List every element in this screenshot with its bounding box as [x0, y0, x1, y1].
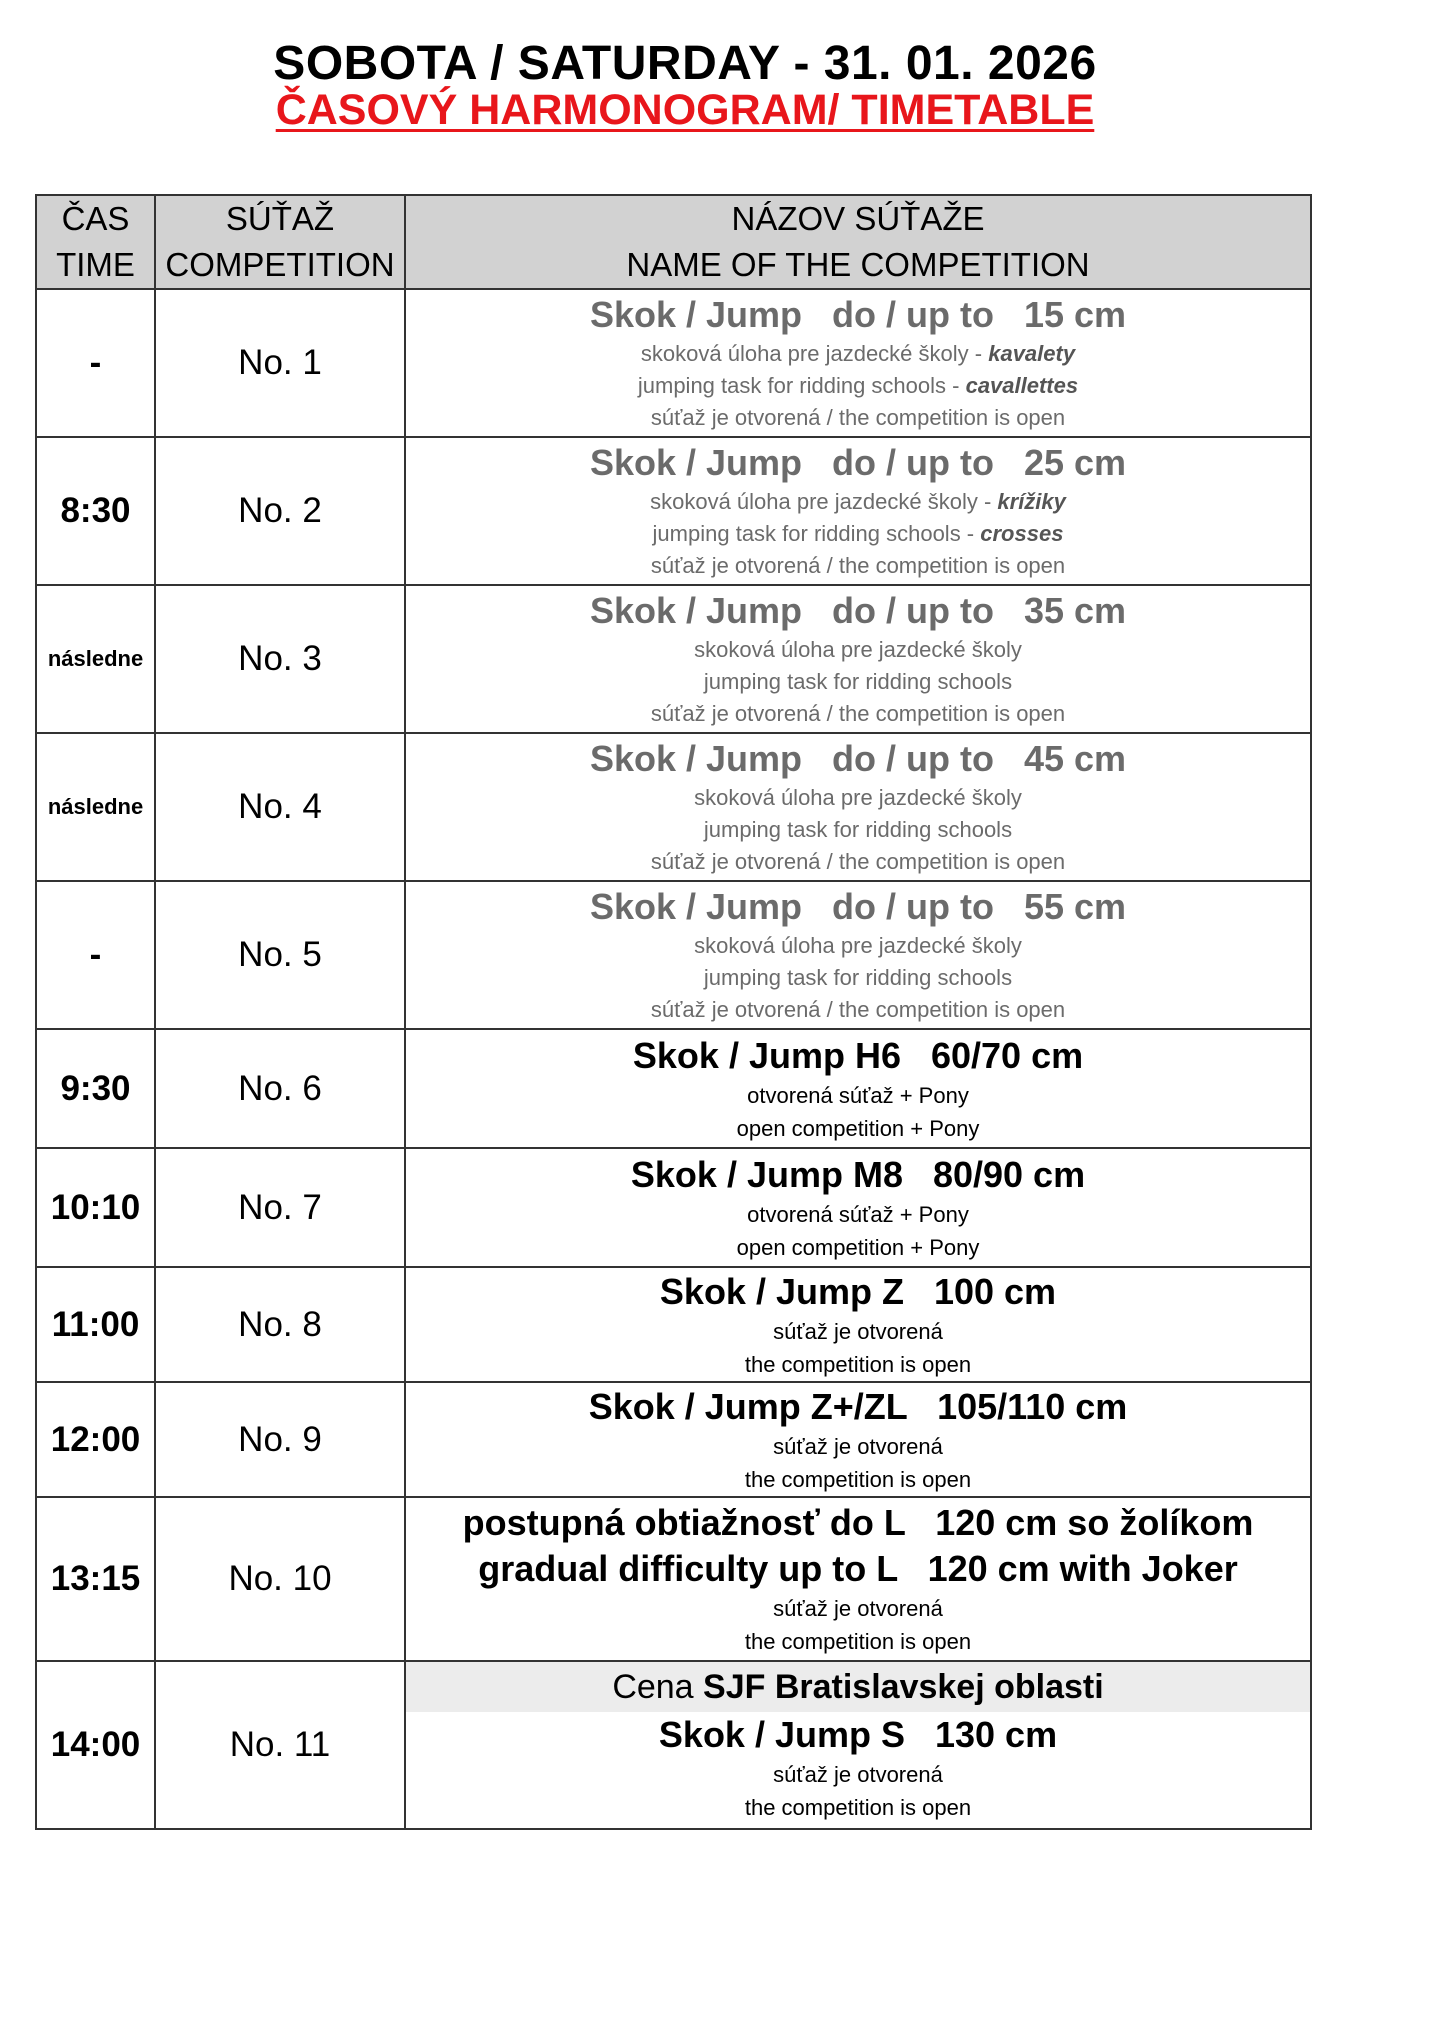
competition-title: Skok / Jump do / up to 35 cm — [589, 590, 1127, 631]
competition-line-3: súťaž je otvorená / the competition is open — [650, 701, 1066, 726]
col-name-en: NAME OF THE COMPETITION — [626, 246, 1090, 283]
competition-line-2: the competition is open — [744, 1466, 972, 1492]
competition-line-1: súťaž je otvorená — [773, 1318, 943, 1344]
row-competition — [405, 585, 1311, 733]
table-header-row — [36, 195, 1311, 289]
competition-line-1: skoková úloha pre jazdecké školy — [694, 785, 1022, 810]
row-time: 10:10 — [36, 1148, 155, 1267]
row-number: No. 2 — [155, 437, 405, 585]
col-name-header — [405, 195, 1311, 289]
competition-title: Skok / Jump do / up to 15 cm — [589, 294, 1127, 335]
row-number: No. 11 — [155, 1661, 405, 1829]
competition-title: Skok / Jump H6 60/70 cm — [632, 1034, 1084, 1076]
table-row — [36, 1382, 1311, 1497]
row-time: 11:00 — [36, 1267, 155, 1382]
competition-line-1: skoková úloha pre jazdecké školy — [694, 637, 1022, 662]
row-number: No. 5 — [155, 881, 405, 1029]
page-title: SOBOTA / SATURDAY - 31. 01. 2026 — [273, 37, 1097, 90]
row-competition — [405, 437, 1311, 585]
row-competition — [405, 1382, 1311, 1497]
competition-line-1: súťaž je otvorená — [773, 1596, 943, 1621]
col-name-sk: NÁZOV SÚŤAŽE — [731, 200, 985, 237]
col-competition-header — [155, 195, 405, 289]
competition-line-2: jumping task for ridding schools — [703, 817, 1013, 842]
col-time-en: TIME — [56, 246, 135, 283]
competition-line-1: skoková úloha pre jazdecké školy - krížiky — [650, 489, 1066, 514]
timetable — [35, 194, 1312, 1830]
prize-name: Cena SJF Bratislavskej oblasti — [406, 1662, 1310, 1712]
competition-line-2: open competition + Pony — [736, 1234, 980, 1260]
table-row — [36, 1148, 1311, 1267]
row-number: No. 3 — [155, 585, 405, 733]
row-time: 9:30 — [36, 1029, 155, 1148]
competition-title-en: gradual difficulty up to L 120 cm with Joker — [478, 1548, 1238, 1589]
row-number: No. 8 — [155, 1267, 405, 1382]
competition-line-1: otvorená súťaž + Pony — [747, 1082, 969, 1108]
table-row — [36, 437, 1311, 585]
competition-line-2: the competition is open — [744, 1629, 972, 1654]
competition-line-2: open competition + Pony — [736, 1115, 980, 1141]
table-row — [36, 733, 1311, 881]
competition-title: Skok / Jump S 130 cm — [658, 1714, 1058, 1755]
row-time: 8:30 — [36, 437, 155, 585]
col-time-sk: ČAS — [61, 200, 130, 237]
row-competition — [405, 1497, 1311, 1661]
row-number: No. 9 — [155, 1382, 405, 1497]
row-number: No. 4 — [155, 733, 405, 881]
row-number: No. 10 — [155, 1497, 405, 1661]
competition-line-2: jumping task for ridding schools — [703, 965, 1013, 990]
col-time-header — [36, 195, 155, 289]
table-row — [36, 289, 1311, 437]
competition-line-2: jumping task for ridding schools - crosses — [652, 521, 1064, 546]
table-row — [36, 585, 1311, 733]
row-competition — [405, 1029, 1311, 1148]
table-row — [36, 1029, 1311, 1148]
competition-line-1: súťaž je otvorená — [773, 1762, 943, 1787]
competition-title: Skok / Jump do / up to 45 cm — [589, 738, 1127, 779]
row-time: - — [36, 289, 155, 437]
competition-line-1: súťaž je otvorená — [773, 1433, 943, 1459]
competition-line-2: the competition is open — [744, 1351, 972, 1377]
row-time: 12:00 — [36, 1382, 155, 1497]
row-number: No. 1 — [155, 289, 405, 437]
competition-line-2: jumping task for ridding schools - cavallettes — [637, 373, 1079, 398]
row-competition — [405, 289, 1311, 437]
row-time: - — [36, 881, 155, 1029]
row-competition — [405, 881, 1311, 1029]
competition-line-1: otvorená súťaž + Pony — [747, 1201, 969, 1227]
table-row — [36, 1497, 1311, 1661]
row-competition — [405, 1267, 1311, 1382]
page-subtitle: ČASOVÝ HARMONOGRAM/ TIMETABLE — [275, 86, 1095, 134]
competition-line-1: skoková úloha pre jazdecké školy - kavalety — [640, 341, 1076, 366]
table-row — [36, 881, 1311, 1029]
col-comp-en: COMPETITION — [165, 246, 395, 283]
competition-line-2: jumping task for ridding schools — [703, 669, 1013, 694]
row-number: No. 6 — [155, 1029, 405, 1148]
row-time: 14:00 — [36, 1661, 155, 1829]
row-time: 13:15 — [36, 1497, 155, 1661]
competition-title: Skok / Jump do / up to 55 cm — [589, 886, 1127, 927]
competition-line-2: the competition is open — [744, 1795, 972, 1820]
row-time: následne — [36, 733, 155, 881]
row-competition — [405, 1661, 1311, 1829]
competition-title: Skok / Jump Z+/ZL 105/110 cm — [588, 1385, 1128, 1427]
competition-line-3: súťaž je otvorená / the competition is open — [650, 405, 1066, 430]
competition-line-3: súťaž je otvorená / the competition is open — [650, 553, 1066, 578]
competition-line-1: skoková úloha pre jazdecké školy — [694, 933, 1022, 958]
competition-line-3: súťaž je otvorená / the competition is open — [650, 849, 1066, 874]
competition-title: Skok / Jump Z 100 cm — [659, 1270, 1057, 1312]
table-row — [36, 1267, 1311, 1382]
row-number: No. 7 — [155, 1148, 405, 1267]
competition-title: Skok / Jump do / up to 25 cm — [589, 442, 1127, 483]
competition-title: postupná obtiažnosť do L 120 cm so žolíkom — [462, 1502, 1254, 1543]
competition-line-3: súťaž je otvorená / the competition is open — [650, 997, 1066, 1022]
competition-title: Skok / Jump M8 80/90 cm — [630, 1153, 1086, 1195]
row-time: následne — [36, 585, 155, 733]
row-competition — [405, 1148, 1311, 1267]
table-row — [36, 1661, 1311, 1829]
col-comp-sk: SÚŤAŽ — [225, 200, 335, 237]
row-competition — [405, 733, 1311, 881]
